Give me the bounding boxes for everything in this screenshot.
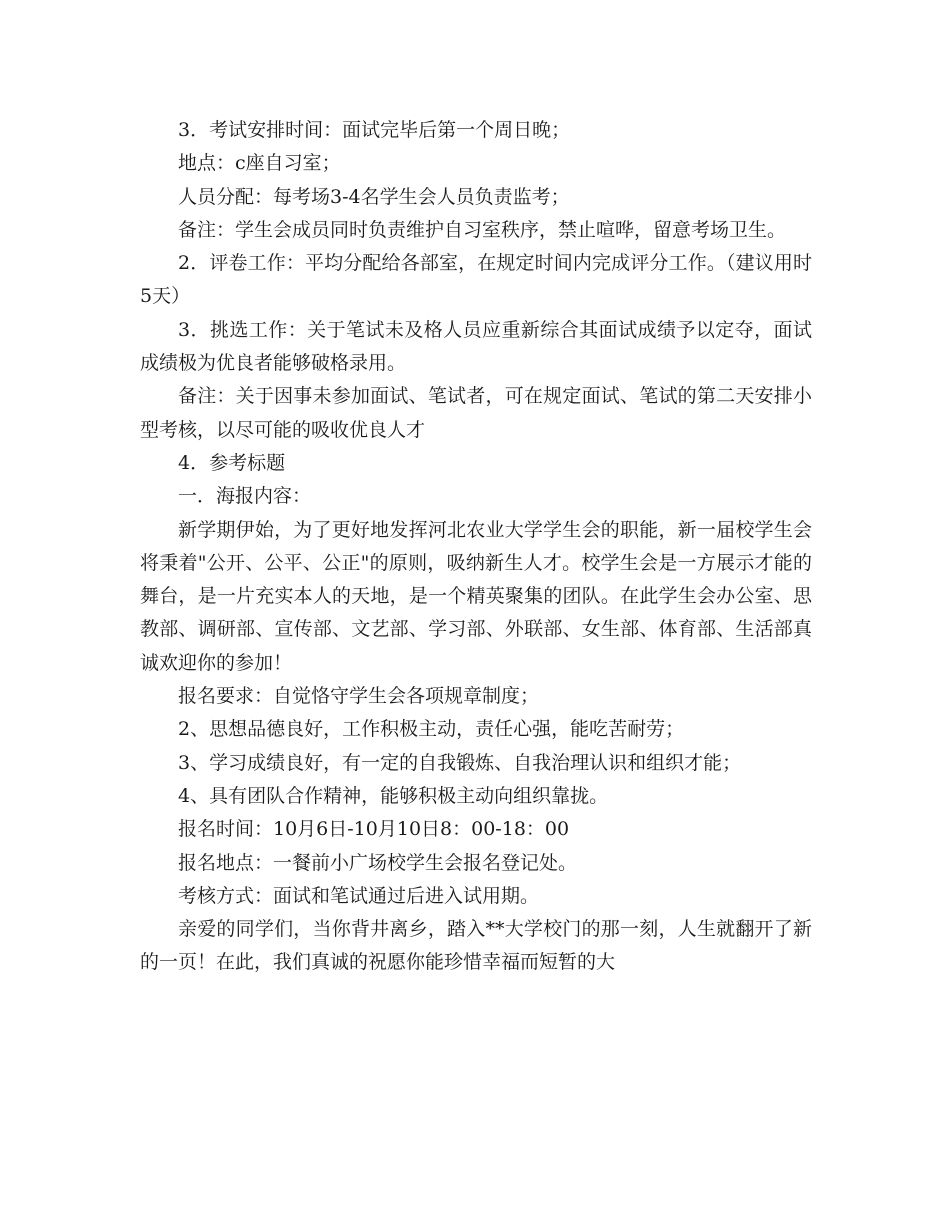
paragraph-exam-schedule: 3．考试安排时间：面试完毕后第一个周日晚； <box>178 119 571 141</box>
paragraph-poster-heading: 一．海报内容： <box>178 485 312 508</box>
paragraph-welcome-message: 亲爱的同学们，当你背井离乡，踏入**大学校门的那一刻，人生就翻开了新的一页！在此，我们真诚的祝愿你能珍惜幸福而短暂的大 <box>140 918 812 974</box>
paragraph-requirement-3: 3、学习成绩良好，有一定的自我锻炼、自我治理认识和组织才能； <box>178 751 742 774</box>
paragraph-requirement-4: 4、具有团队合作精神，能够积极主动向组织靠拢。 <box>178 784 609 807</box>
paragraph-signup-location: 报名地点：一餐前小广场校学生会报名登记处。 <box>178 851 578 874</box>
paragraph-exam-note: 备注：学生会成员同时负责维护自习室秩序，禁止喧哗，留意考场卫生。 <box>178 218 787 241</box>
paragraph-signup-time: 报名时间：10月6日-10月10日8：00-18：00 <box>178 818 570 841</box>
paragraph-poster-intro: 新学期伊始，为了更好地发挥河北农业大学学生会的职能，新一届校学生会将秉着"公开、公平、公正"的原则，吸纳新生人才。校学生会是一方展示才能的舞台，是一片充实本人的天地，是一个精英聚集的团队。在此学生会办公室、思教部、调研部、宣传部、文艺部、学习部、外联部、女生部、体育部、生活部真诚欢迎你的参加！ <box>140 518 812 674</box>
paragraph-requirement-1: 报名要求：自觉恪守学生会各项规章制度； <box>178 685 540 708</box>
paragraph-reference-title: 4．参考标题 <box>178 451 286 474</box>
paragraph-requirement-2: 2、思想品德良好，工作积极主动，责任心强，能吃苦耐劳； <box>178 718 685 741</box>
paragraph-grading-work: 2．评卷工作：平均分配给各部室，在规定时间内完成评分工作。（建议用时5天） <box>140 252 812 308</box>
paragraph-assessment-method: 考核方式：面试和笔试通过后进入试用期。 <box>178 884 540 907</box>
document-body <box>140 114 812 980</box>
paragraph-selection-note: 备注：关于因事未参加面试、笔试者，可在规定面试、笔试的第二天安排小型考核，以尽可能的吸收优良人才 <box>140 385 812 441</box>
paragraph-exam-location: 地点：c座自习室； <box>178 152 341 175</box>
paragraph-selection-work: 3．挑选工作：关于笔试未及格人员应重新综合其面试成绩予以定夺，面试成绩极为优良者能够破格录用。 <box>140 318 812 375</box>
paragraph-staff-allocation: 人员分配：每考场3-4名学生会人员负责监考； <box>178 185 570 208</box>
